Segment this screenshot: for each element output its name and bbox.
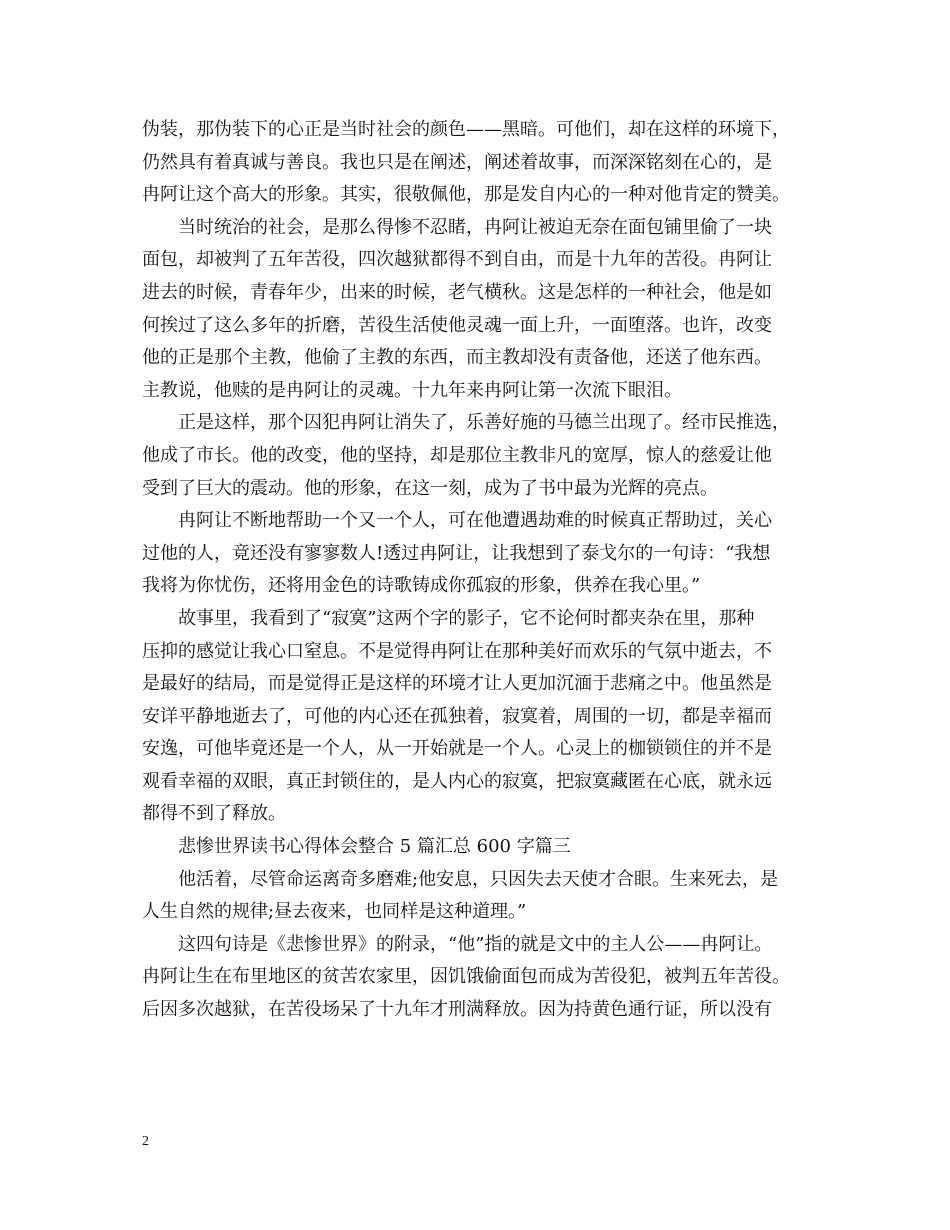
text-line: 何挨过了这么多年的折磨，苦役生活使他灵魂一面上升，一面堕落。也许，改变 — [142, 314, 772, 336]
text-line: 安详平静地逝去了，可他的内心还在孤独着，寂寞着，周围的一切，都是幸福而 — [142, 705, 772, 727]
text-line: 是最好的结局，而是觉得正是这样的环境才让人更加沉湎于悲痛之中。他虽然是 — [142, 673, 772, 695]
text-line: 仍然具有着真诚与善良。我也只是在阐述，阐述着故事，而深深铭刻在心的，是 — [142, 151, 772, 173]
text-line: 悲惨世界读书心得体会整合 5 篇汇总 600 字篇三 — [178, 836, 571, 858]
page-number: 2 — [142, 1134, 149, 1149]
text-line: 主教说，他赎的是冉阿让的灵魂。十九年来冉阿让第一次流下眼泪。 — [142, 379, 682, 401]
text-line: 后因多次越狱，在苦役场呆了十九年才刑满释放。因为持黄色通行证，所以没有 — [142, 999, 772, 1021]
text-line: 他的正是那个主教，他偷了主教的东西，而主教却没有责备他，还送了他东西。 — [142, 347, 772, 369]
text-line: 伪装，那伪装下的心正是当时社会的颜色——黑暗。可他们，却在这样的环境下， — [142, 119, 790, 140]
text-line: 受到了巨大的震动。他的形象，在这一刻，成为了书中最为光辉的亮点。 — [142, 477, 718, 499]
text-line: 他活着，尽管命运离奇多磨难;他安息，只因失去天使才合眼。生来死去，是 — [178, 868, 779, 890]
text-line: 面包，却被判了五年苦役，四次越狱都得不到自由，而是十九年的苦役。冉阿让 — [142, 249, 772, 271]
text-line: 观看幸福的双眼，真正封锁住的，是人内心的寂寞，把寂寞藏匿在心底，就永远 — [142, 770, 772, 792]
text-line: 这四句诗是《悲惨世界》的附录，“他”指的就是文中的主人公——冉阿让。 — [178, 933, 773, 955]
text-line: 冉阿让这个高大的形象。其实，很敬佩他，那是发自内心的一种对他肯定的赞美。 — [142, 184, 790, 206]
text-line: 都得不到了释放。 — [142, 803, 286, 825]
text-line: 他成了市长。他的改变，他的坚持，却是那位主教非凡的宽厚，惊人的慈爱让他 — [142, 444, 772, 466]
text-line: 当时统治的社会，是那么得惨不忍睹，冉阿让被迫无奈在面包铺里偷了一块 — [178, 216, 772, 238]
text-line: 压抑的感觉让我心口窒息。不是觉得冉阿让在那种美好而欢乐的气氛中逝去，不 — [142, 640, 772, 662]
text-line: 进去的时候，青春年少，出来的时候，老气横秋。这是怎样的一种社会，他是如 — [142, 281, 772, 303]
text-line: 安逸，可他毕竟还是一个人，从一开始就是一个人。心灵上的枷锁锁住的并不是 — [142, 738, 772, 760]
text-line: 冉阿让生在布里地区的贫苦农家里，因饥饿偷面包而成为苦役犯，被判五年苦役。 — [142, 966, 790, 988]
body-text — [142, 114, 832, 1027]
text-line: 故事里，我看到了“寂寞”这两个字的影子，它不论何时都夹杂在里，那种 — [178, 607, 755, 629]
text-line: 冉阿让不断地帮助一个又一个人，可在他遭遇劫难的时候真正帮助过，关心 — [178, 510, 772, 532]
text-line: 过他的人，竟还没有寥寥数人!透过冉阿让，让我想到了泰戈尔的一句诗：“我想 — [142, 542, 771, 564]
text-line: 人生自然的规律;昼去夜来，也同样是这种道理。” — [142, 901, 527, 923]
text-line: 我将为你忧伤，还将用金色的诗歌铸成你孤寂的形象，供养在我心里。” — [142, 575, 701, 597]
text-line: 正是这样，那个囚犯冉阿让消失了，乐善好施的马德兰出现了。经市民推选， — [178, 412, 790, 434]
